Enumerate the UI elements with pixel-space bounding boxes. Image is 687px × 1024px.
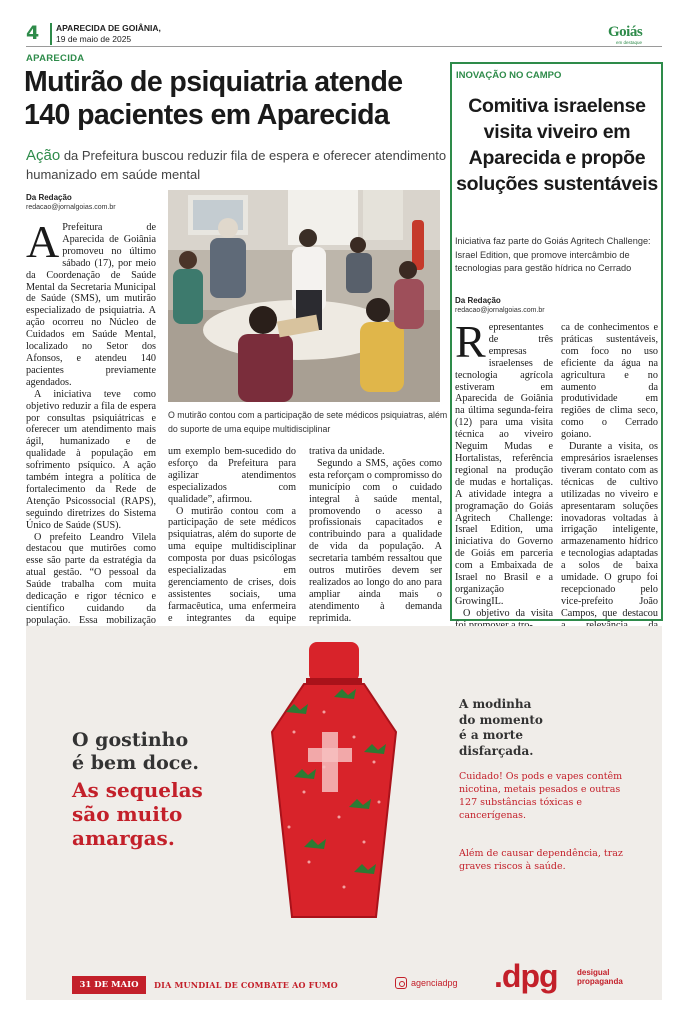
paragraph: O objetivo da visita xyxy=(463,607,553,619)
newspaper-logo: Goiás xyxy=(608,24,643,40)
sidebar-deck: Iniciativa faz parte do Goiás Agritech Challenge: Israel Edition, que promove intercâmbio de tecnologias para gestão hídrica no Cerrado xyxy=(455,236,651,273)
paragraph: O prefeito Leandro Vilela destacou que mutirões como esse são parte da estratégia da atual gestão. “O pessoal da Saúde trabalha com muita dedicação e rigor técnico e científico cuidando da população. Essa mobilização xyxy=(26,531,156,626)
paragraph: Durante a visita, os empresários israelenses tiveram contato com as técnicas de cultivo utilizadas no viveiro e apresentaram soluções inovadoras voltadas à irrigação inteligente, armazenamento hídrico e tecnologias adaptadas a solos de baixa umidade. O grupo foi recepcionado pelo vice-prefeito João Campos, que destacou xyxy=(561,441,658,619)
article-column-1 xyxy=(26,216,156,639)
article-email[interactable]: redacao@jornalgoias.com.br xyxy=(26,204,116,211)
ad-right-title: A modinha do momento é a morte disfarçada. xyxy=(459,697,543,758)
strawberry-coffin-vape-illustration xyxy=(264,642,404,922)
ad-date-badge: 31 DE MAIO xyxy=(72,976,146,994)
page-number: 4 xyxy=(26,22,40,44)
paragraph: A iniciativa teve como objetivo reduzir a fila de espera por consultas psiquiátricas e oferecer um atendimento mais ágil, humanizado e de qualidade à população em sofrimento psíquico. A ação também integra a política de fortalecimento da Rede de Atenção Psicossocial (RAPS), seguindo diretrizes do Sistema Único de Saúde (SUS). xyxy=(26,388,156,531)
ad-brand-logo: .dpg xyxy=(494,958,558,994)
sidebar-column-1 xyxy=(455,316,553,632)
sidebar-byline: Da Redação xyxy=(455,296,501,305)
instagram-icon xyxy=(395,977,407,989)
dropcap: A xyxy=(26,216,60,267)
deck-accent: Ação xyxy=(26,147,61,164)
ad-warning-text: Cuidado! Os pods e vapes contêm nicotina, metais pesados e outras 127 substâncias tóxicas e cancerígenas. xyxy=(459,771,623,821)
meeting-photo-illustration xyxy=(168,190,440,402)
ad-brand-tagline-1: desigual xyxy=(577,968,610,977)
paragraph: O mutirão contou com a participação de sete médicos psiquiatras, além do suporte de uma equipe multidisciplinar composta por duas psicólogas especializadas em gerenciamento de crises, dois assistentes sociais, uma farmacêutica, uma enfermeira e integrantes da equipe xyxy=(168,505,296,624)
ad-headline-red: As sequelas são muito amargas. xyxy=(72,778,203,850)
paragraph: Segundo a SMS, ações como esta reforçam o compromisso do município com o cuidado integral à saúde mental, promovendo o acesso a profissionais capacitados e contribuindo para a qualidade de vida da população. A secretaria também ressaltou que outros mutirões devem ser realizados ao longo do ano para ampliar ainda mais o atendimento à demanda reprimida. xyxy=(309,457,442,624)
deck-text: da Prefeitura buscou reduzir fila de espera e oferecer atendimento humanizado em saúde mental xyxy=(26,148,447,182)
article-photo xyxy=(168,190,440,402)
article-deck xyxy=(26,146,454,184)
article-column-3 xyxy=(309,446,442,625)
newspaper-logo-sub: em destaque xyxy=(616,40,643,45)
header-rule xyxy=(26,46,662,47)
header-date: 19 de maio de 2025 xyxy=(56,34,132,44)
paragraph: ca de conhecimentos e práticas sustentáveis, com foco no uso eficiente da água na agricultura e no aumento da produtividade em regiões de clima seco, como o Cerrado goiano. xyxy=(561,322,658,441)
sidebar-email[interactable]: redacao@jornalgoias.com.br xyxy=(455,307,545,314)
article-kicker: APARECIDA xyxy=(26,53,85,64)
photo-caption: O mutirão contou com a participação de sete médicos psiquiatras, além do suporte de uma equipe multidisciplinar xyxy=(168,410,448,434)
ad-headline-dark: O gostinho é bem doce. xyxy=(72,729,200,774)
article-headline: Mutirão de psiquiatria atende 140 pacientes em Aparecida xyxy=(24,66,403,131)
paragraph: um exemplo bem-sucedido do esforço da Prefeitura para agilizar atendimentos especializados com qualidade”, afirmou. xyxy=(168,446,296,505)
header-city: APARECIDA DE GOIÂNIA, xyxy=(56,23,161,33)
sidebar-kicker: INOVAÇÃO NO CAMPO xyxy=(456,70,562,81)
ad-date-text: DIA MUNDIAL DE COMBATE AO FUMO xyxy=(154,980,338,990)
paragraph: Representantes de três empresas israelenses de tecnologia agrícola estiveram em Aparecida de Goiânia na última segunda-feira (12) para uma visita técnica ao viveiro Neguim Mudas e Hortalistas, referência regional na produção de mudas e hortaliças. A atividade integra a programação do Goiás Agritech Challenge: Israel Edition, uma iniciativa do Governo de Goiás em parceria com a Embaixada de Israel no Brasil e a organização GrowingIL. xyxy=(455,316,553,607)
ad-risk-text: Além de causar dependência, traz graves riscos à saúde. xyxy=(459,848,623,872)
paragraph: trativa da unidade. xyxy=(309,446,385,457)
ad-instagram-handle[interactable]: agenciadpg xyxy=(411,978,458,988)
header-divider xyxy=(50,23,52,45)
ad-brand-tagline-2: propaganda xyxy=(577,977,623,986)
paragraph: A Prefeitura de Aparecida de Goiânia promoveu no último sábado (17), por meio da Coordenação de Saúde Mental da Secretaria Municipal de Saúde (SMS), um mutirão especializado de psiquiatria. A ação ocorreu no Núcleo de Cuidados em Saúde Mental, localizado no Setor dos Afonsos, e atendeu 140 pacientes previamente agendados. xyxy=(26,216,156,388)
article-byline: Da Redação xyxy=(26,193,72,202)
sidebar-headline: Comitiva israelense visita viveiro em Aparecida e propõe soluções sustentáveis xyxy=(456,95,658,195)
sidebar-column-2 xyxy=(561,322,658,655)
dropcap: R xyxy=(455,316,486,367)
article-column-2 xyxy=(168,446,296,637)
